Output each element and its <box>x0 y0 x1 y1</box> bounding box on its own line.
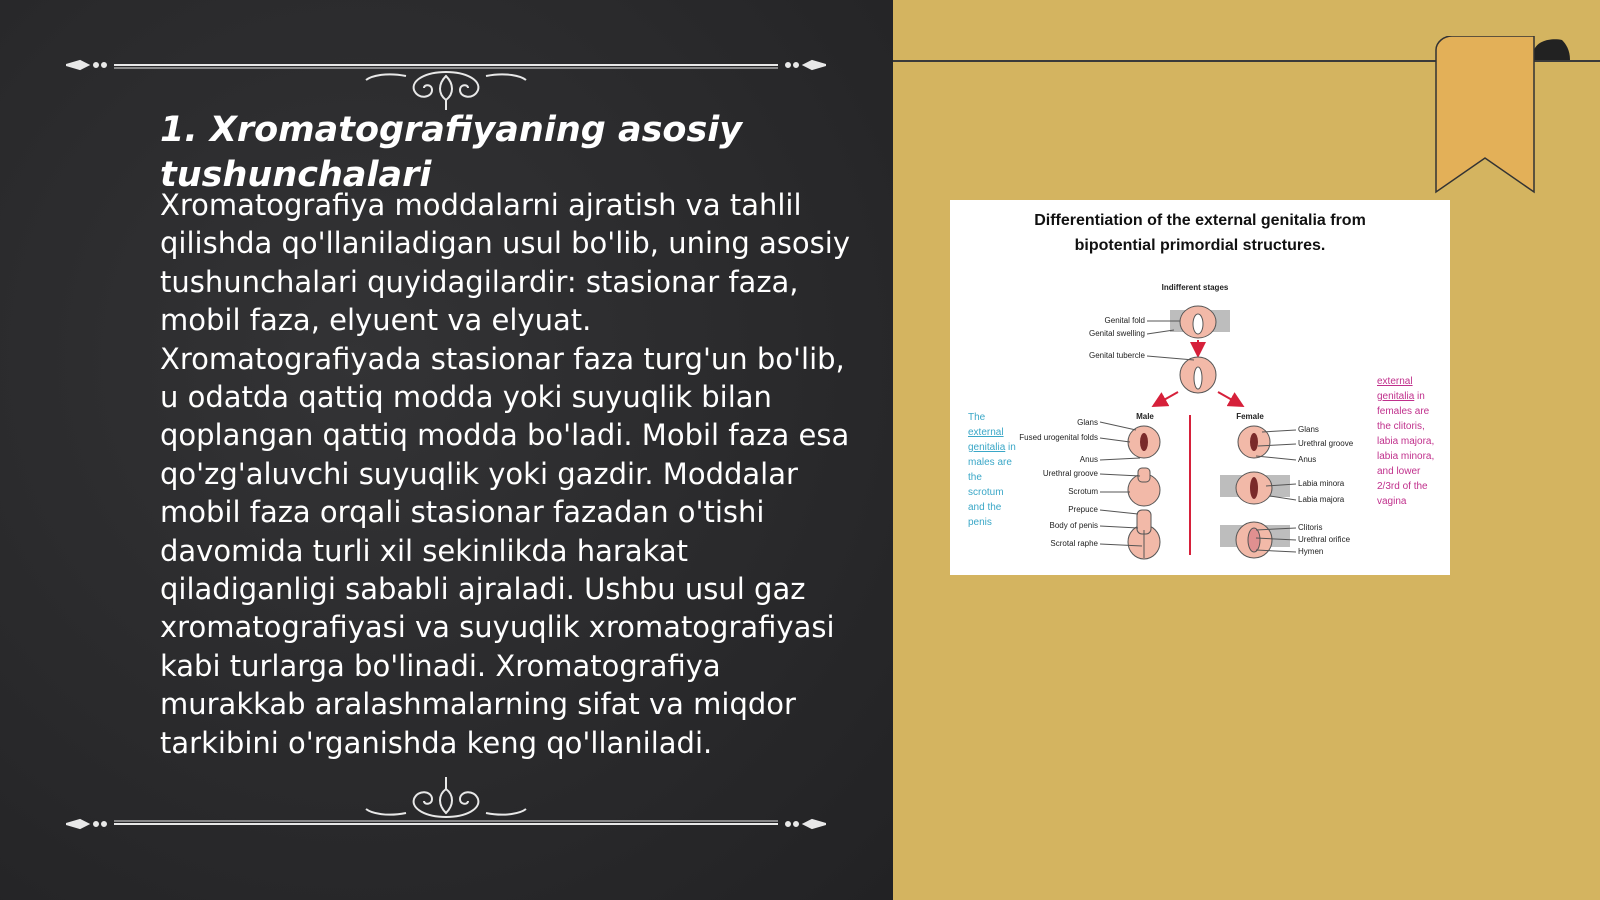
top-ornament-divider <box>66 50 826 110</box>
svg-text:Body of penis: Body of penis <box>1049 521 1098 530</box>
indifferent-stage-2-shape <box>1180 357 1216 393</box>
slide-body-text: Xromatografiya moddalarni ajratish va tahlil qilishda qo'llaniladigan usul bo'lib, uning asosiy tushunchalari quyidagilardir: stasionar faza, mobil faza, elyuent va elyuat. Xromatografiyada stasionar faza turg'un bo'lib, u odatda qattiq modda yoki suyuqlik bilan qoplangan qattiq modda bo'ladi. Mobil faza esa qo'zg'aluvchi suyuqlik yoki gazdir. Moddalar mobil faza orqali stasionar fazadan o'tishi davomida turli xil sekinlikda harakat qiladiganligi sababli ajraladi. Ushbu usul gaz xromatografiyasi va suyuqlik xromatografiyasi kabi turlarga bo'linadi. Xromatografiya murakkab aralashmalarning sifat va miqdor tarkibini o'rganishda keng qo'llaniladi. <box>160 188 850 760</box>
bottom-ornament-divider <box>66 772 826 832</box>
svg-text:Genital tubercle: Genital tubercle <box>1088 351 1145 360</box>
svg-text:Labia majora: Labia majora <box>1298 495 1345 504</box>
svg-text:Anus: Anus <box>1079 455 1098 464</box>
slide-title: 1. Xromatografiyaning asosiy tushunchalari <box>160 110 743 195</box>
female-labels <box>1298 425 1354 556</box>
svg-text:Urethral orifice: Urethral orifice <box>1298 535 1351 544</box>
female-external-genitalia-note: external genitalia in females are the clitoris, labia majora, labia minora, and lower 2/3rd of the vagina <box>1377 376 1435 507</box>
indifferent-stages-label: Indifferent stages <box>1161 283 1229 292</box>
male-external-genitalia-link[interactable]: external genitalia <box>968 427 1006 453</box>
svg-text:Genital swelling: Genital swelling <box>1088 329 1145 338</box>
genitalia-differentiation-figure <box>950 200 1450 575</box>
male-external-genitalia-note: The external genitalia in males are the scrotum and the penis <box>968 412 1016 528</box>
svg-text:Glans: Glans <box>1298 425 1319 434</box>
svg-text:Scrotum: Scrotum <box>1068 487 1098 496</box>
male-stage-shapes <box>1128 426 1160 559</box>
svg-text:Urethral groove: Urethral groove <box>1042 469 1098 478</box>
svg-text:Genital fold: Genital fold <box>1104 316 1145 325</box>
svg-text:Prepuce: Prepuce <box>1068 505 1098 514</box>
indifferent-stage-1-shape <box>1170 306 1230 338</box>
diagram-drawing <box>950 200 1450 575</box>
svg-text:Hymen: Hymen <box>1298 547 1324 556</box>
svg-text:Glans: Glans <box>1077 418 1098 427</box>
female-stage-shapes <box>1220 426 1290 558</box>
bookmark-ribbon-icon <box>1430 36 1570 202</box>
female-external-genitalia-link[interactable]: external genitalia <box>1377 376 1415 402</box>
svg-text:Anus: Anus <box>1298 455 1317 464</box>
male-heading: Male <box>1136 412 1154 421</box>
svg-text:Clitoris: Clitoris <box>1298 523 1323 532</box>
male-labels <box>1019 418 1098 548</box>
female-heading: Female <box>1236 412 1264 421</box>
svg-text:Scrotal raphe: Scrotal raphe <box>1050 539 1098 548</box>
svg-text:Labia minora: Labia minora <box>1298 479 1345 488</box>
figure-title: Differentiation of the external genitalia from bipotential primordial structures. <box>1034 212 1366 254</box>
svg-text:Urethral groove: Urethral groove <box>1298 439 1354 448</box>
svg-text:Fused urogenital folds: Fused urogenital folds <box>1019 433 1098 442</box>
